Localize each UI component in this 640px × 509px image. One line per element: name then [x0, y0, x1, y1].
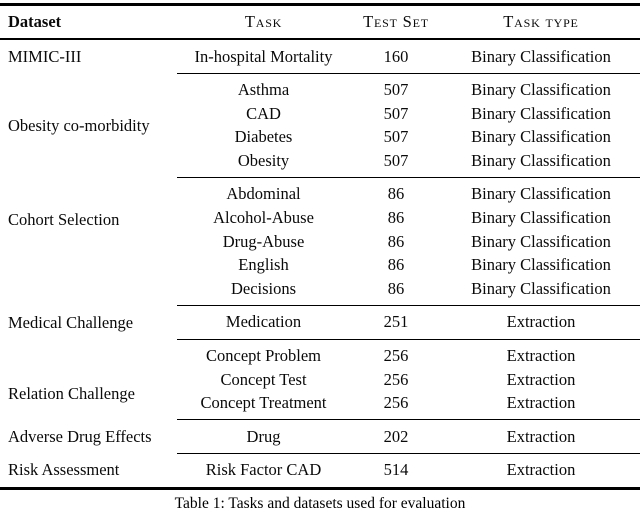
dataset-label: Risk Assessment — [8, 460, 120, 480]
table-row — [177, 310, 640, 334]
task-cell: In-hospital Mortality — [194, 46, 333, 66]
task-type-cell: Binary Classification — [471, 231, 611, 251]
task-type-cell: Binary Classification — [471, 278, 611, 298]
task-cell: Abdominal — [226, 184, 301, 204]
table-row — [177, 230, 640, 254]
table-row — [177, 206, 640, 230]
table-caption: Table 1: Tasks and datasets used for evaluation — [174, 495, 466, 509]
task-cell: Obesity — [237, 150, 290, 170]
task-type-cell: Binary Classification — [471, 103, 611, 123]
dataset-label: MIMIC-III — [8, 46, 82, 66]
test-set-cell: 160 — [383, 46, 409, 66]
task-cell: Concept Treatment — [200, 393, 327, 413]
table-row — [177, 102, 640, 126]
test-set-cell: 202 — [383, 426, 409, 446]
column-header-test-set: Test Set — [363, 12, 429, 31]
group-rows — [177, 306, 640, 340]
task-type-cell: Binary Classification — [471, 127, 611, 147]
test-set-cell: 251 — [383, 312, 409, 332]
task-cell: Concept Problem — [205, 346, 322, 366]
dataset-group — [0, 178, 640, 306]
group-rows — [177, 74, 640, 178]
test-set-cell: 256 — [383, 346, 409, 366]
test-set-cell: 514 — [383, 460, 409, 480]
task-type-cell: Extraction — [506, 346, 576, 366]
dataset-label: Adverse Drug Effects — [8, 427, 152, 447]
test-set-cell: 507 — [383, 80, 409, 100]
dataset-label: Medical Challenge — [8, 312, 134, 332]
task-type-cell: Extraction — [506, 369, 576, 389]
task-type-cell: Binary Classification — [471, 255, 611, 275]
test-set-cell: 507 — [383, 127, 409, 147]
tasks-datasets-table — [0, 3, 640, 490]
table-row — [177, 149, 640, 173]
table-row — [177, 344, 640, 368]
group-rows — [177, 178, 640, 306]
task-cell: CAD — [246, 103, 281, 123]
task-cell: Decisions — [230, 278, 297, 298]
table-row — [177, 78, 640, 102]
task-type-cell: Binary Classification — [471, 46, 611, 66]
task-type-cell: Binary Classification — [471, 80, 611, 100]
table-row — [177, 368, 640, 392]
test-set-cell: 86 — [387, 231, 405, 251]
test-set-cell: 256 — [383, 369, 409, 389]
column-header-task: Task — [244, 12, 283, 31]
task-cell: Asthma — [237, 80, 290, 100]
dataset-group — [0, 340, 640, 421]
dataset-label: Relation Challenge — [8, 383, 135, 403]
group-rows — [177, 340, 640, 421]
test-set-cell: 256 — [383, 393, 409, 413]
task-cell: Drug — [246, 426, 281, 446]
test-set-cell: 86 — [387, 208, 405, 228]
dataset-group — [0, 306, 640, 340]
task-type-cell: Extraction — [506, 426, 576, 446]
dataset-group — [0, 74, 640, 178]
task-type-cell: Binary Classification — [471, 184, 611, 204]
table-row — [177, 45, 640, 69]
table-row — [177, 458, 640, 482]
group-rows — [177, 454, 640, 487]
table-header-row — [0, 6, 640, 40]
group-rows — [177, 40, 640, 74]
column-header-dataset: Dataset — [8, 12, 62, 31]
task-cell: Medication — [225, 312, 302, 332]
table-row — [177, 125, 640, 149]
table-row — [177, 182, 640, 206]
task-cell: Alcohol-Abuse — [213, 208, 314, 228]
dataset-group — [0, 420, 640, 454]
task-cell: Diabetes — [234, 127, 293, 147]
test-set-cell: 507 — [383, 103, 409, 123]
task-cell: English — [238, 255, 289, 275]
table-row — [177, 425, 640, 449]
task-cell: Risk Factor CAD — [205, 460, 322, 480]
dataset-group — [0, 40, 640, 74]
task-type-cell: Extraction — [506, 460, 576, 480]
column-header-task-type: Task type — [503, 12, 579, 31]
task-cell: Concept Test — [220, 369, 307, 389]
task-type-cell: Binary Classification — [471, 150, 611, 170]
table-row — [177, 277, 640, 301]
test-set-cell: 86 — [387, 184, 405, 204]
dataset-label: Cohort Selection — [8, 209, 120, 229]
table-groups — [0, 40, 640, 487]
task-type-cell: Binary Classification — [471, 208, 611, 228]
table-row — [177, 253, 640, 277]
test-set-cell: 86 — [387, 255, 405, 275]
test-set-cell: 86 — [387, 278, 405, 298]
task-cell: Drug-Abuse — [222, 231, 305, 251]
dataset-label: Obesity co-morbidity — [8, 115, 150, 135]
group-rows — [177, 420, 640, 454]
table-row — [177, 391, 640, 415]
task-type-cell: Extraction — [506, 393, 576, 413]
task-type-cell: Extraction — [506, 312, 576, 332]
test-set-cell: 507 — [383, 150, 409, 170]
dataset-group — [0, 454, 640, 487]
